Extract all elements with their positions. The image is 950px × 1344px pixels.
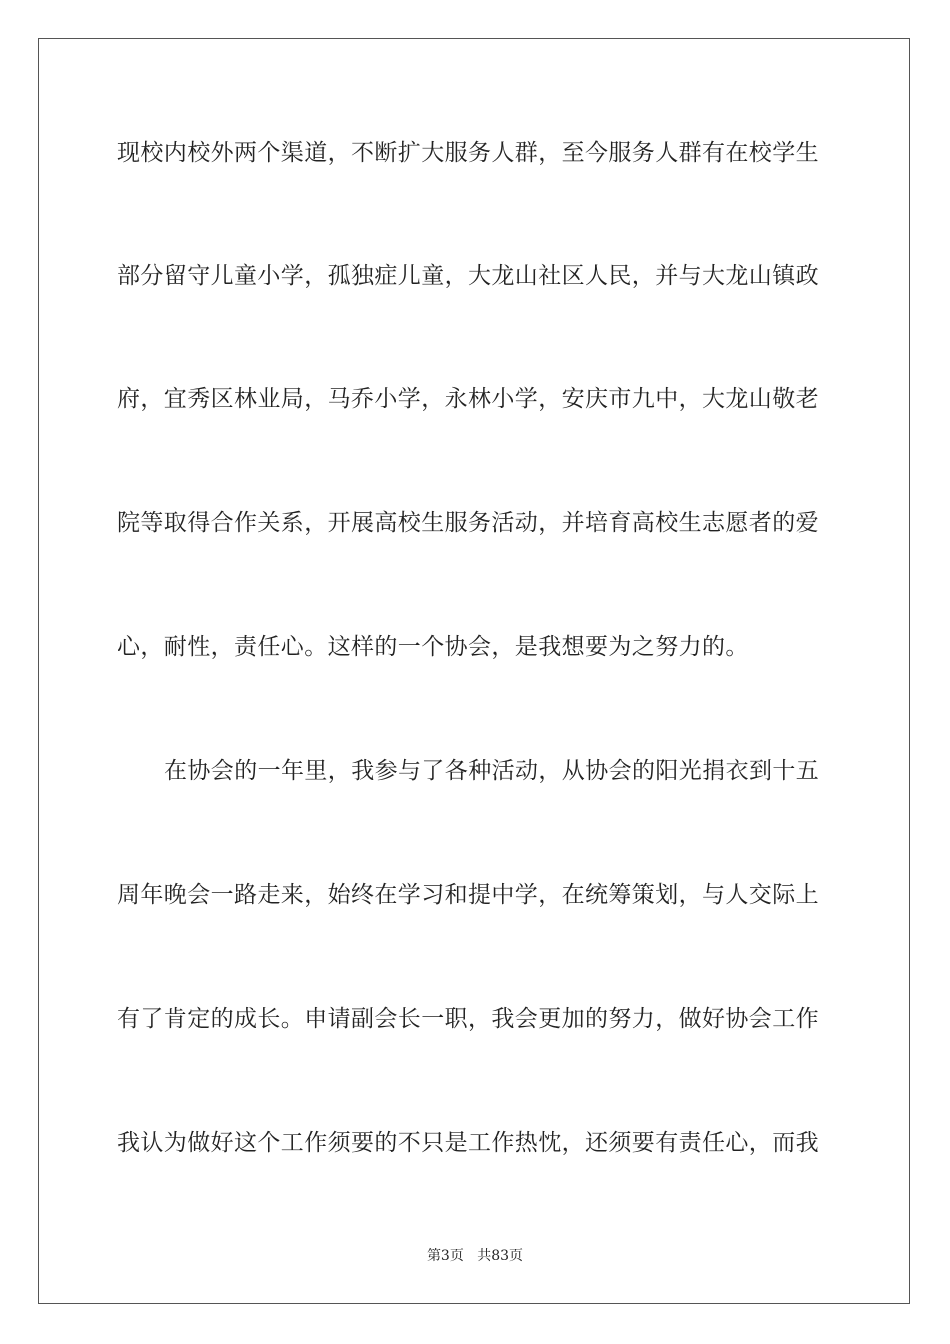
text-line: 部分留守儿童小学，孤独症儿童，大龙山社区人民，并与大龙山镇政	[117, 263, 819, 289]
page-border	[38, 38, 910, 1304]
total-pages: 共83页	[477, 1248, 524, 1264]
text-line: 我认为做好这个工作须要的不只是工作热忱，还须要有责任心，而我	[117, 1130, 819, 1156]
text-line: 有了肯定的成长。申请副会长一职，我会更加的努力，做好协会工作	[117, 1006, 819, 1032]
text-line: 心，耐性，责任心。这样的一个协会，是我想要为之努力的。	[117, 634, 749, 660]
paragraph-first-line: 在协会的一年里，我参与了各种活动，从协会的阳光捐衣到十五	[164, 758, 820, 784]
page-number: 第3页	[426, 1248, 464, 1264]
text-line: 周年晚会一路走来，始终在学习和提中学，在统筹策划，与人交际上	[117, 882, 819, 908]
text-line: 府，宜秀区林业局，马乔小学，永林小学，安庆市九中，大龙山敬老	[117, 386, 819, 412]
text-line: 院等取得合作关系，开展高校生服务活动，并培育高校生志愿者的爱	[117, 510, 819, 536]
text-line: 现校内校外两个渠道，不断扩大服务人群，至今服务人群有在校学生	[117, 140, 819, 166]
page-footer	[0, 1247, 950, 1265]
